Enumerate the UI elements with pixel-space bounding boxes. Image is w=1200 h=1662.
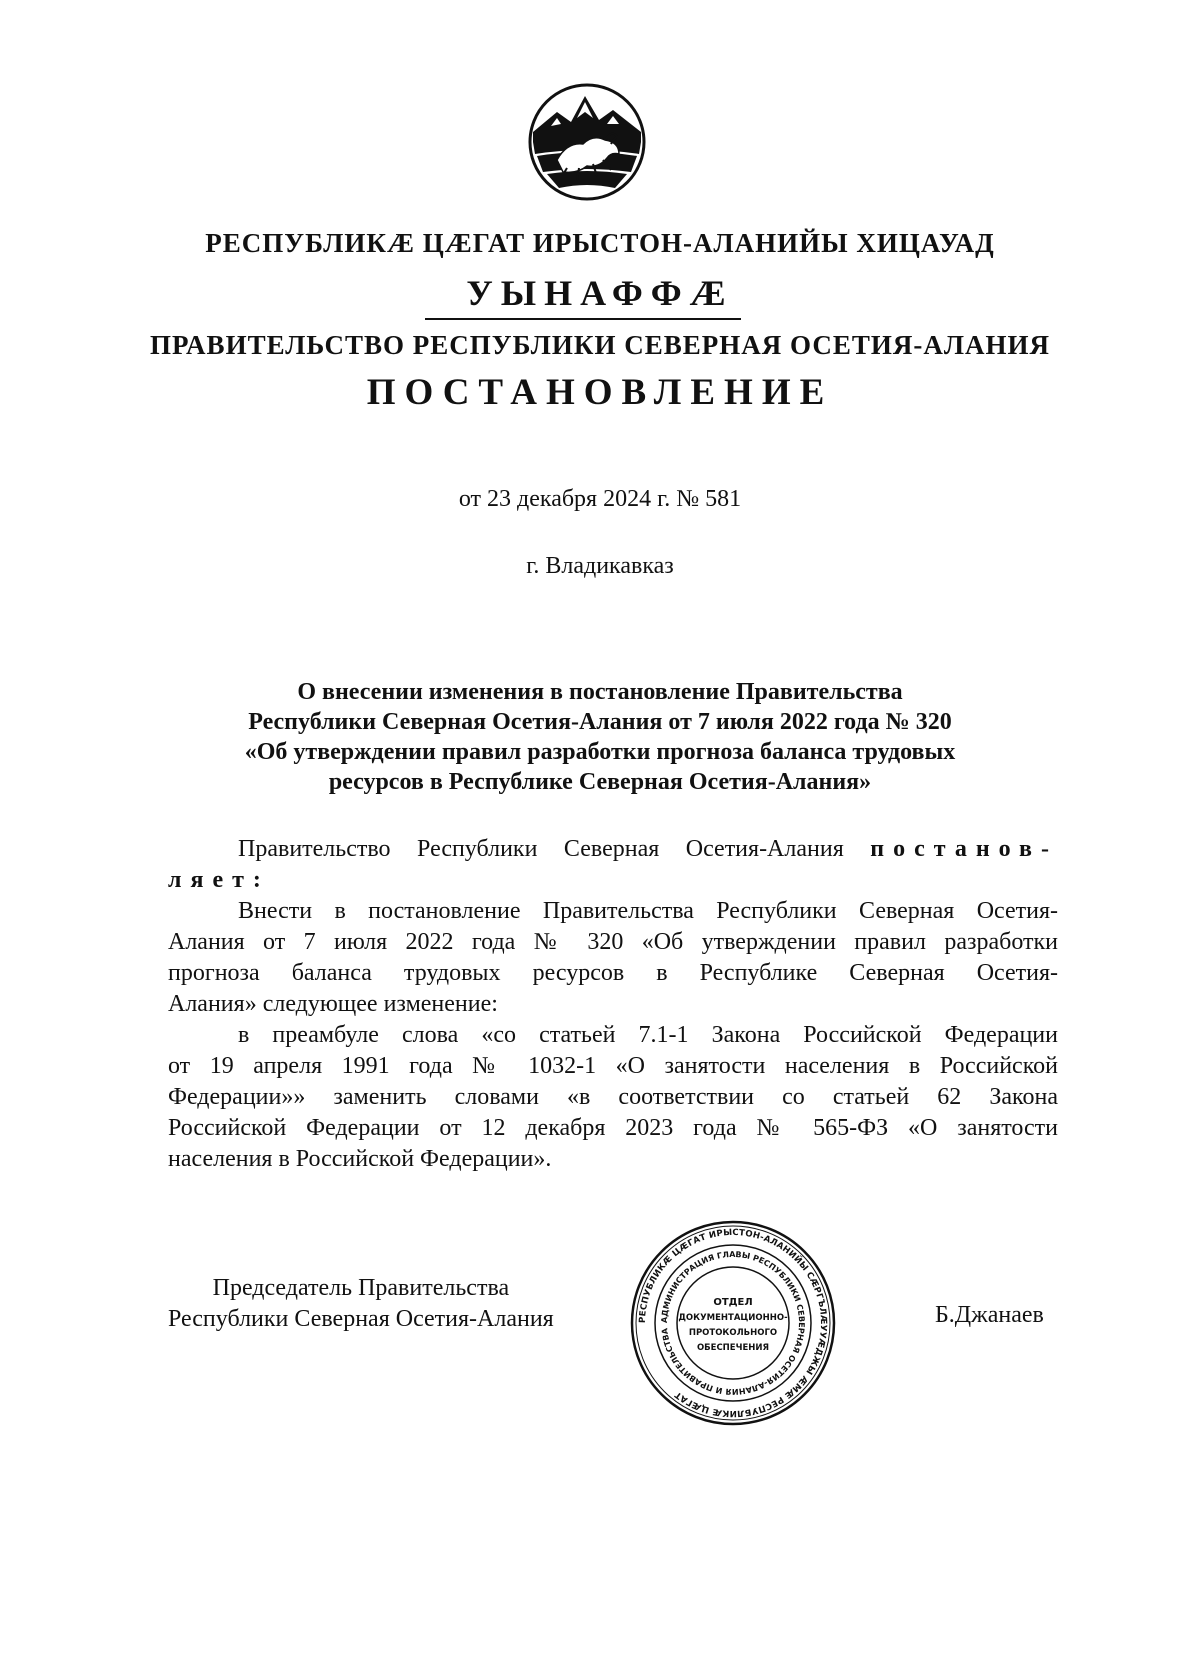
resolution-date-number: от 23 декабря 2024 г. № 581 [458, 486, 742, 512]
body-line: Федерации»» заменить словами «в соответствии со статьей 62 Закона [168, 1084, 1058, 1110]
header-divider [425, 318, 741, 320]
body-line: Внести в постановление Правительства Республики Северная Осетия- [238, 898, 1058, 924]
body-line: Российской Федерации от 12 декабря 2023 года № 565-ФЗ «О занятости [168, 1115, 1058, 1141]
body-line: Алания от 7 июля 2022 года № 320 «Об утверждении правил разработки [168, 929, 1058, 955]
title-line: «Об утверждении правил разработки прогноза баланса трудовых [244, 739, 956, 765]
coat-of-arms-emblem-icon [527, 82, 647, 202]
header-resolution: ПОСТАНОВЛЕНИЕ [366, 372, 834, 413]
title-line: О внесении изменения в постановление Правительства [297, 679, 903, 705]
title-line: ресурсов в Республике Северная Осетия-Алания» [328, 769, 872, 795]
stamp-outer-text: РЕСПУБЛИКӔ ЦӔГАТ ИРЫСТОН-АЛАНИЙЫ СӔРГЪЛӔУУӔДЖЫ ӔМӔ РЕСПУБЛИКӔ ЦӔГАТ [637, 1227, 829, 1419]
stamp-center-line: ПРОТОКОЛЬНОГО [688, 1328, 778, 1338]
header-government: ПРАВИТЕЛЬСТВО РЕСПУБЛИКИ СЕВЕРНАЯ ОСЕТИЯ-АЛАНИЯ [150, 330, 1050, 360]
preamble-text: Правительство Республики Северная Осетия-Алания [238, 836, 844, 862]
body-paragraph-preamble [168, 834, 1058, 865]
stamp-center-line: ОБЕСПЕЧЕНИЯ [696, 1343, 770, 1353]
resolution-title [170, 677, 1030, 797]
signatory-name: Б.Джанаев [935, 1302, 1044, 1328]
resolution-city: г. Владикавказ [526, 553, 674, 579]
official-stamp-seal [629, 1219, 837, 1427]
body-line: населения в Российской Федерации». [168, 1146, 552, 1172]
stamp-inner-text: АДМИНИСТРАЦИЯ ГЛАВЫ РЕСПУБЛИКИ СЕВЕРНАЯ ОСЕТИЯ-АЛАНИЯ И ПРАВИТЕЛЬСТВА [659, 1249, 807, 1397]
header-ossetian-resolution: УЫНАФФӔ [466, 273, 734, 313]
body-line: прогноза баланса трудовых ресурсов в Республике Северная Осетия- [168, 960, 1058, 986]
body-line: от 19 апреля 1991 года № 1032-1 «О занятости населения в Российской [168, 1053, 1058, 1079]
body-line: Алания» следующее изменение: [168, 991, 498, 1017]
signatory-role [168, 1273, 554, 1335]
body-line: в преамбуле слова «со статьей 7.1-1 Закона Российской Федерации [238, 1022, 1058, 1048]
svg-text:АДМИНИСТРАЦИЯ ГЛАВЫ РЕСПУБЛИКИ [660, 1250, 806, 1396]
stamp-center-line: ОТДЕЛ [713, 1297, 753, 1308]
resolution-body [168, 834, 1058, 1175]
header-ossetian-government: РЕСПУБЛИКӔ ЦӔГАТ ИРЫСТОН-АЛАНИЙЫ ХИЦАУАД [205, 228, 995, 258]
signatory-role-line: Республики Северная Осетия-Алания [168, 1306, 554, 1332]
signatory-role-line: Председатель Правительства [212, 1275, 510, 1301]
title-line: Республики Северная Осетия-Алания от 7 июля 2022 года № 320 [248, 709, 952, 735]
stamp-center-line: ДОКУМЕНТАЦИОННО- [678, 1313, 788, 1323]
preamble-decree-word-continuation: ляет: [168, 867, 270, 893]
preamble-decree-word: постанов- [870, 836, 1058, 862]
